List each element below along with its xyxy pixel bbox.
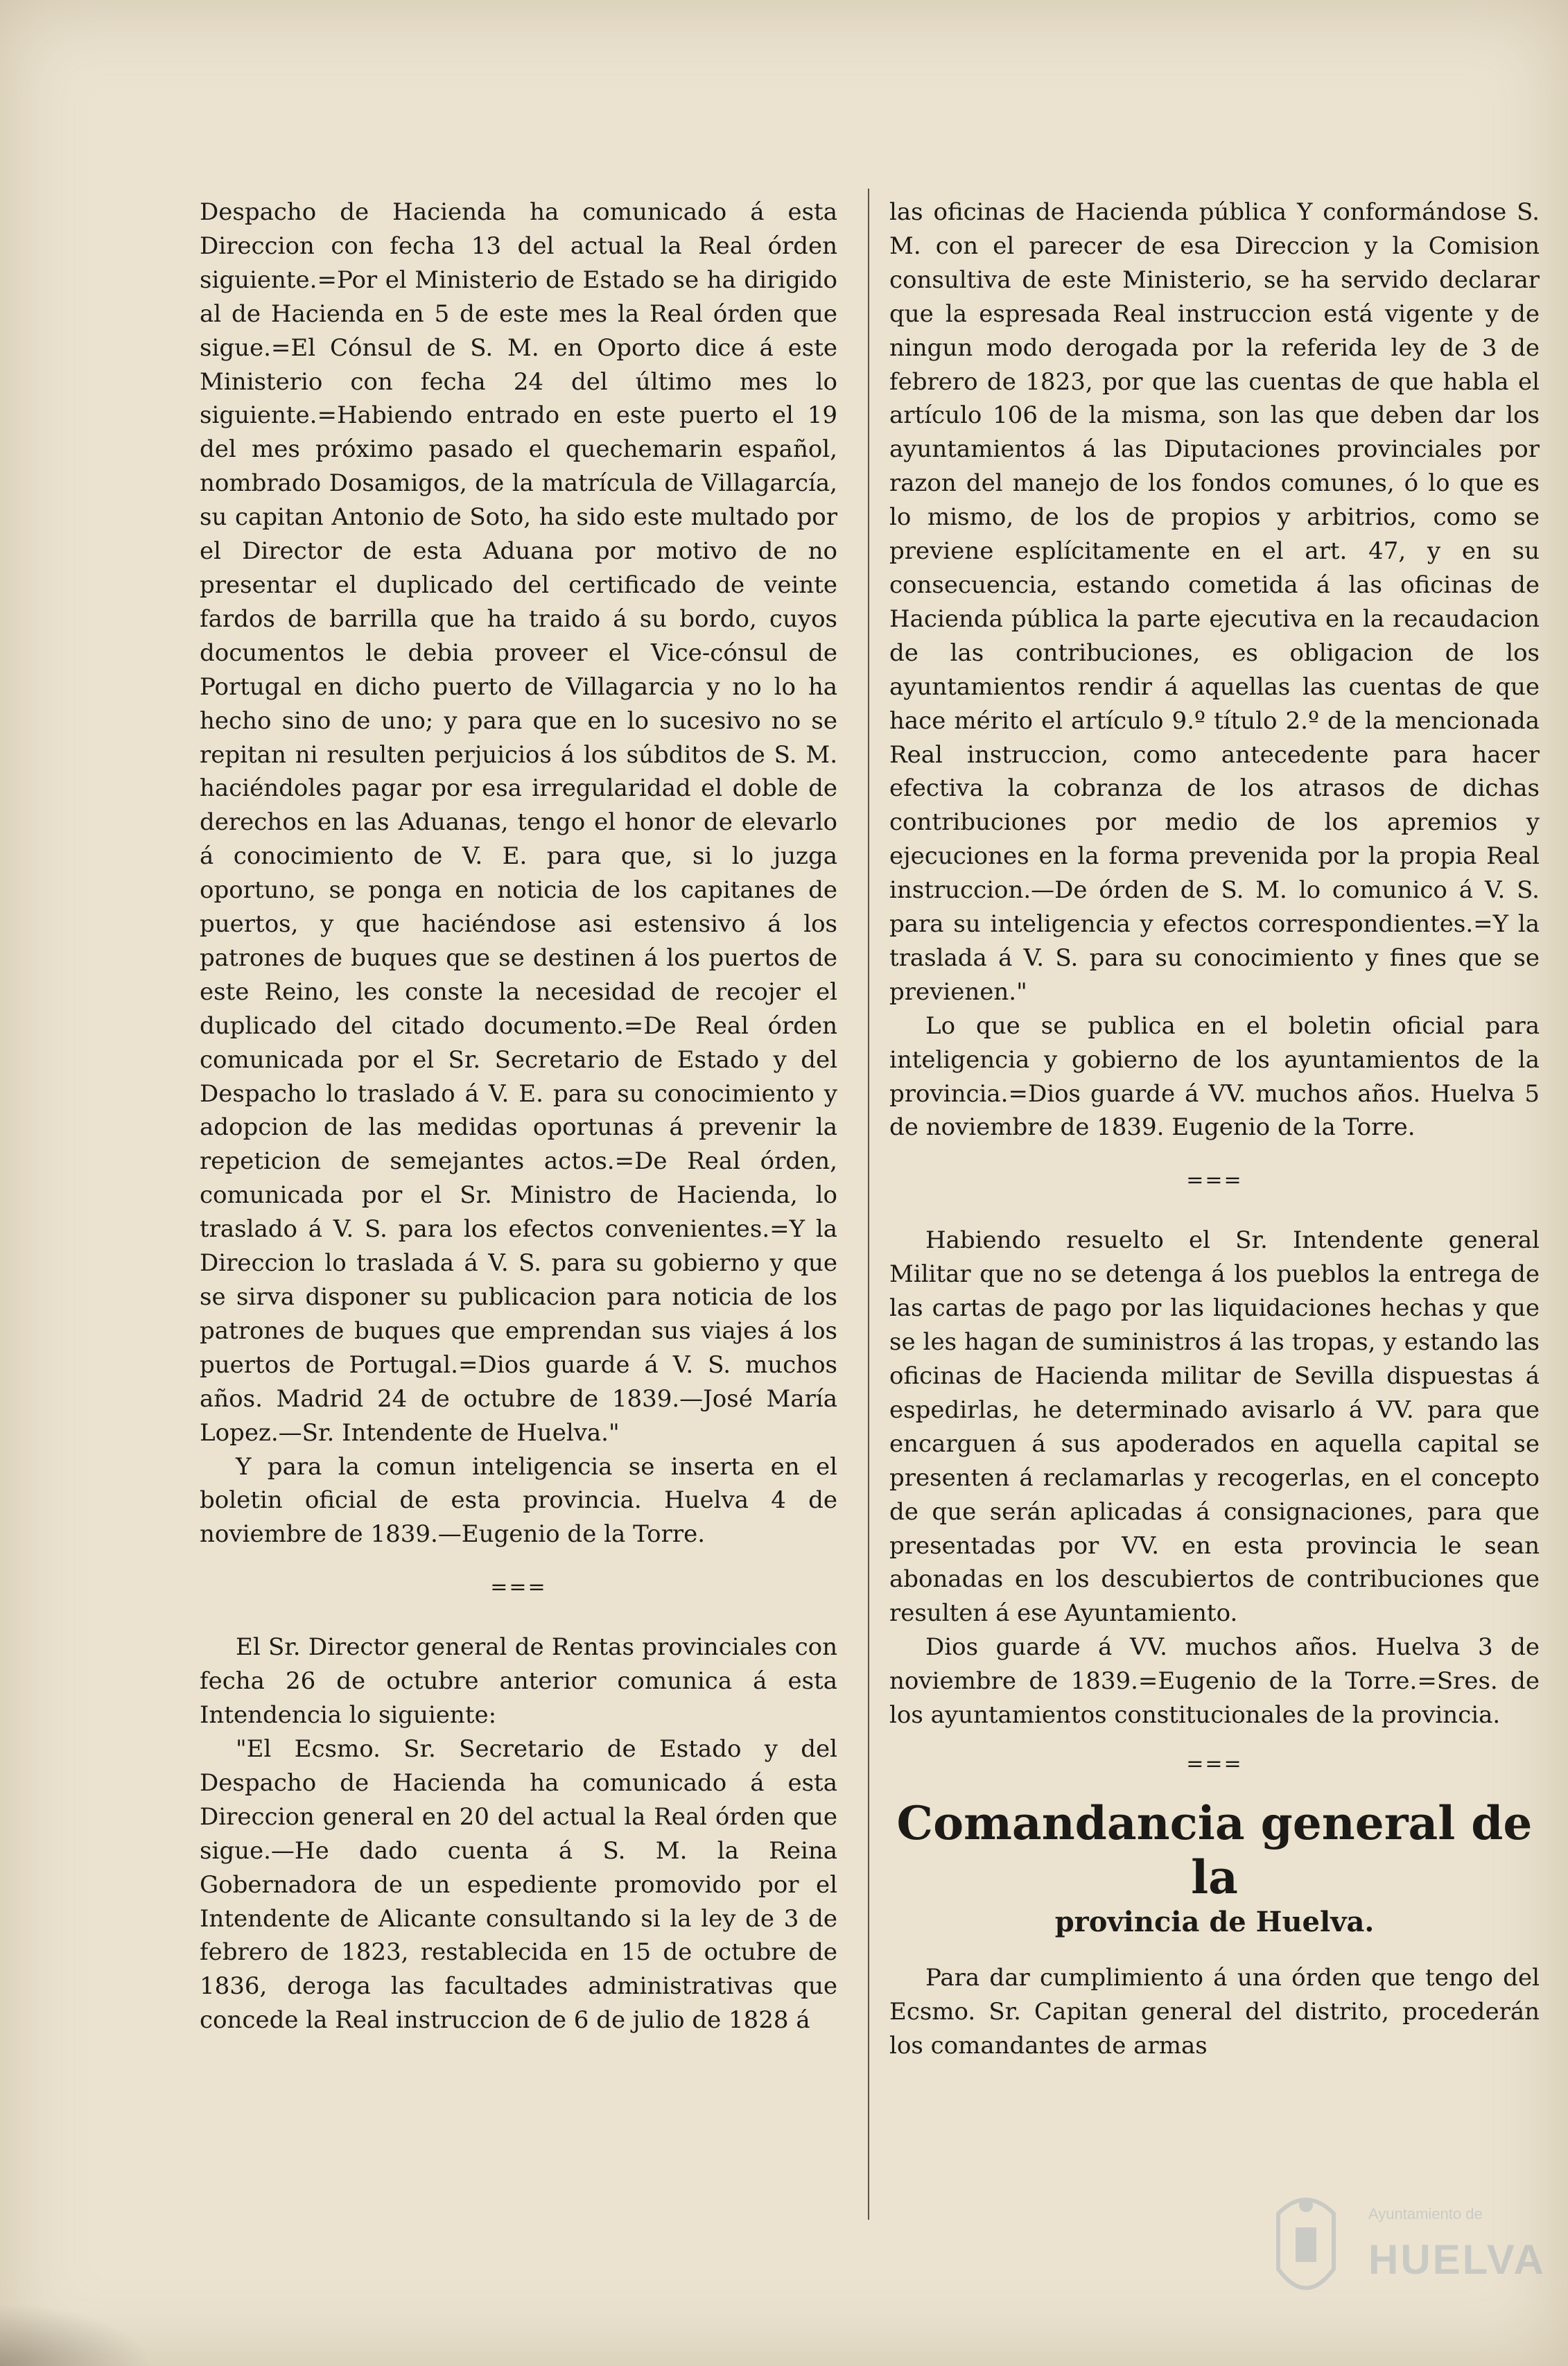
page-smudge [0, 2304, 153, 2366]
notice3-closing: Dios guarde á VV. muchos años. Huelva 3 de noviembre de 1839.=Eugenio de la Torre.=Sres. de los ayuntamientos constitucionales de la provincia. [889, 1633, 1540, 1730]
notice2-intro: El Sr. Director general de Rentas provinciales con fecha 26 de octubre anterior comunica á esta Intendencia lo siguiente: [200, 1633, 837, 1730]
watermark-seal [1264, 2186, 1546, 2324]
section-subheading: provincia de Huelva. [1054, 1905, 1375, 1938]
watermark-line1: Ayuntamiento de [1368, 2205, 1483, 2223]
coat-of-arms-icon [1264, 2186, 1348, 2311]
section-heading: Comandancia general de la [896, 1795, 1533, 1904]
right-paragraph-2: Lo que se publica en el boletin oficial para inteligencia y gobierno de los ayuntamientos de la provincia.=Dios guarde á VV. muchos años. Huelva 5 de noviembre de 1839. Eugenio de la Torre. [889, 1011, 1540, 1142]
left-paragraph-2: Y para la comun inteligencia se inserta en el boletin oficial de esta provincia. Huelva 4 de noviembre de 1839.—Eugenio de la Torre. [200, 1452, 837, 1549]
separator-right: === [1186, 1168, 1243, 1193]
left-paragraph-1: Despacho de Hacienda ha comunicado á esta Direccion con fecha 13 del actual la Real órden siguiente.=Por el Ministerio de Estado se ha dirigido al de Hacienda en 5 de este mes la Real órden que sigue.=El Cónsul de S. M. en Oporto dice á este Ministerio con fecha 24 del último mes lo siguiente.=Habiendo entrado en este puerto el 19 del mes próximo pasado el quechemarin español, nombrado Dosamigos, de la matrícula de Villagarcía, su capitan Antonio de Soto, ha sido este multado por el Director de esta Aduana por motivo de no presentar el duplicado del certificado de veinte fardos de barrilla que ha traido á su bordo, cuyos documentos le debia proveer el Vice-cónsul de Portugal en dicho puerto de Villagarcia y no lo ha hecho sino de uno; y para que en lo sucesivo no se repitan ni resulten perjuicios á los súbditos de S. M. haciéndoles pagar por esa irregularidad el doble de derechos en las Aduanas, tengo el honor de elevarlo á conocimiento de V. E. para que, si lo juzga oportuno, se ponga en noticia de los capitanes de puertos, y que haciéndose asi estensivo á los patrones de buques que se destinen á los puertos de este Reino, les conste la necesidad de recojer el duplicado del citado documento.=De Real órden comunicada por el Sr. Secretario de Estado y del Despacho lo traslado á V. E. para su conocimiento y adopcion de las medidas oportunas á prevenir la repeticion de semejantes actos.=De Real órden, comunicada por el Sr. Ministro de Hacienda, lo traslado á V. S. para los efectos convenientes.=Y la Direccion lo traslada á V. S. para su gobierno y que se sirva disponer su publicacion para noticia de los patrones de buques que emprendan sus viajes á los puertos de Portugal.=Dios guarde á V. S. muchos años. Madrid 24 de octubre de 1839.—José María Lopez.—Sr. Intendente de Huelva." [200, 198, 837, 1447]
watermark-line2: HUELVA [1368, 2236, 1546, 2283]
right-paragraph-1: las oficinas de Hacienda pública Y conformándose S. M. con el parecer de esa Direccion y la Comision consultiva de este Ministerio, se ha servido declarar que la espresada Real instruccion está vigente y de ningun modo derogada por la referida ley de 3 de febrero de 1823, por que las cuentas de que habla el artículo 106 de la misma, son las que deben dar los ayuntamientos á las Diputaciones provinciales por razon del manejo de los fondos comunes, ó lo que es lo mismo, de los de propios y arbitrios, como se previene esplícitamente en el art. 47, y en su consecuencia, estando cometida á las oficinas de Hacienda pública la parte ejecutiva en la recaudacion de las contribuciones, es obligacion de los ayuntamientos rendir á aquellas las cuentas de que hace mérito el artículo 9.º título 2.º de la mencionada Real instruccion, como antecedente para hacer efectiva la cobranza de los atrasos de dichas contribuciones por medio de los apremios y ejecuciones en la forma prevenida por la propia Real instruccion.—De órden de S. M. lo comunico á V. S. para su inteligencia y efectos correspondientes.=Y la traslada á V. S. para su conocimiento y fines que se previenen." [889, 198, 1540, 1006]
right-column [889, 195, 1540, 2063]
notice4-body: Para dar cumplimiento á una órden que tengo del Ecsmo. Sr. Capitan general del distrito, procederán los comandantes de armas [889, 1963, 1540, 2060]
notice3-body: Habiendo resuelto el Sr. Intendente general Militar que no se detenga á los pueblos la entrega de las cartas de pago por las liquidaciones hechas y que se les hagan de suministros á las tropas, y estando las oficinas de Hacienda militar de Sevilla dispuestas á espedirlas, he determinado avisarlo á VV. para que encarguen á sus apoderados en aquella capital se presenten á reclamarlas y recogerlas, en el concepto de que serán aplicadas á consignaciones, para que presentadas por VV. en esta provincia le sean abonadas en los descubiertos de contribuciones que resulten á ese Ayuntamiento. [889, 1226, 1540, 1628]
separator-right-2: === [1186, 1751, 1243, 1776]
column-divider [868, 189, 869, 2220]
notice2-body: "El Ecsmo. Sr. Secretario de Estado y del Despacho de Hacienda ha comunicado á esta Direccion general en 20 del actual la Real órden que sigue.—He dado cuenta á S. M. la Reina Gobernadora de un espediente promovido por el Intendente de Alicante consultando si la ley de 3 de febrero de 1823, restablecida en 15 de octubre de 1836, deroga las facultades administrativas que concede la Real instruccion de 6 de julio de 1828 á [200, 1734, 837, 2035]
separator-left: === [490, 1575, 547, 1600]
left-column [200, 195, 837, 2037]
